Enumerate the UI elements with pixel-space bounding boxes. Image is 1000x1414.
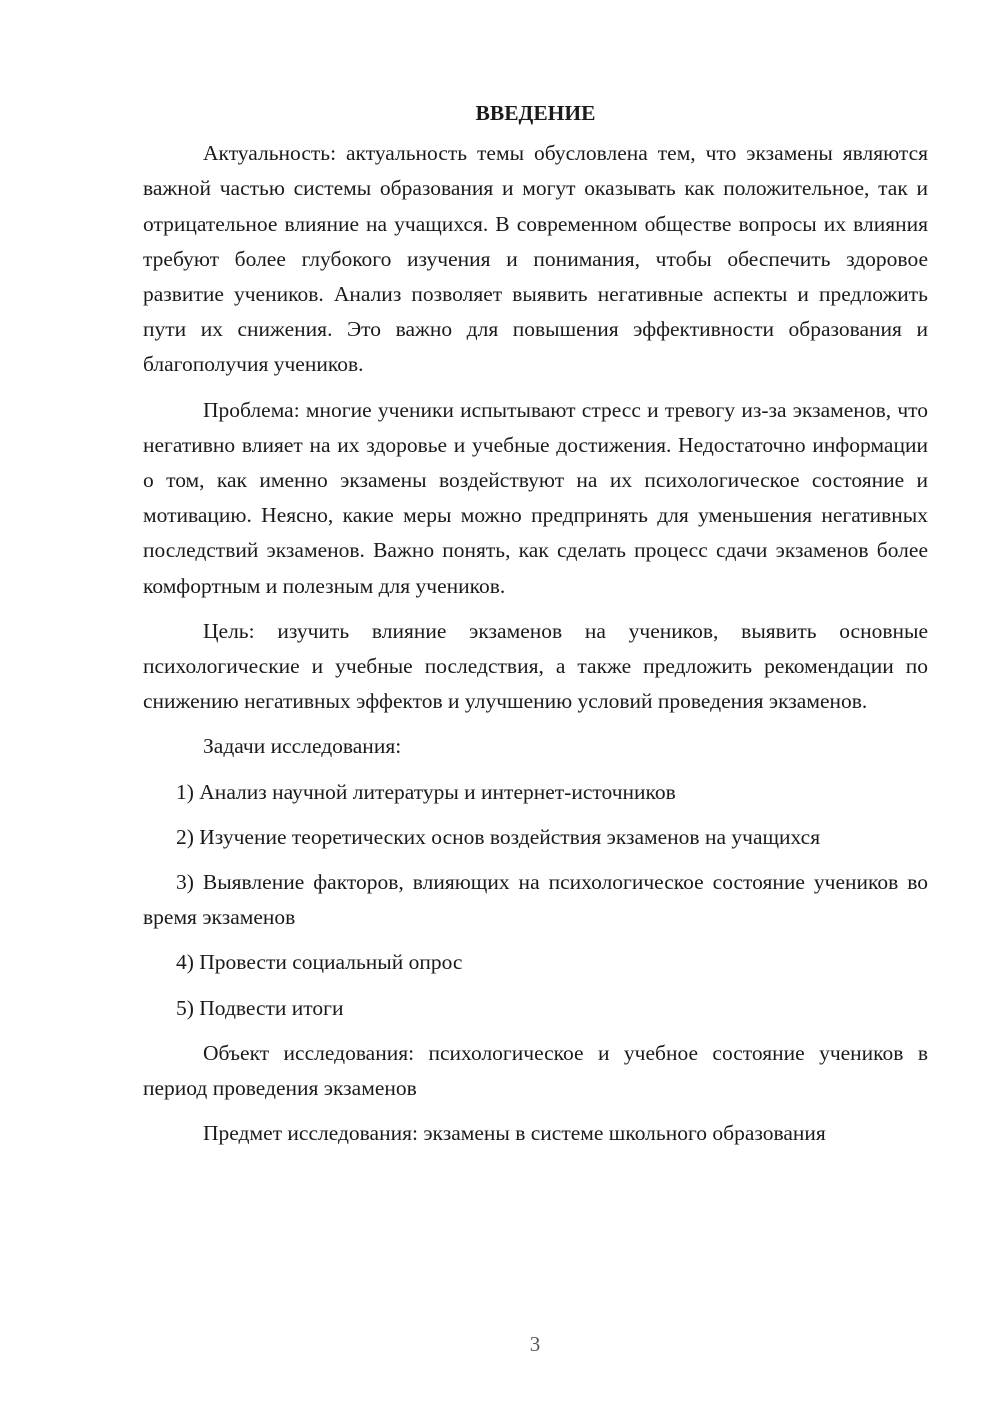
page-title: ВВЕДЕНИЕ	[475, 101, 596, 125]
page-number: 3	[529, 1332, 541, 1356]
task-item-5: 5) Подвести итоги	[176, 995, 344, 1020]
tasks-heading: Задачи исследования:	[203, 734, 402, 759]
task-item-3: 3) Выявление факторов, влияющих на психологическое состояние учеников во время экзаменов	[143, 870, 928, 930]
paragraph-goal: Цель: изучить влияние экзаменов на учеников, выявить основные психологические и учебные последствия, а также предложить рекомендации по снижению негативных эффектов и улучшению условий проведения экзаменов.	[143, 618, 928, 714]
paragraph-object: Объект исследования: психологическое и учебное состояние учеников в период проведения экзаменов	[143, 1040, 928, 1101]
task-item-1: 1) Анализ научной литературы и интернет-источников	[176, 779, 676, 804]
task-item-4: 4) Провести социальный опрос	[176, 950, 463, 975]
document-page	[143, 96, 928, 1161]
paragraph-relevance: Актуальность: актуальность темы обусловлена тем, что экзамены являются важной частью системы образования и могут оказывать как положительное, так и отрицательное влияние на учащихся. В современном обществе вопросы их влияния требуют более глубокого изучения и понимания, чтобы обеспечить здоровое развитие учеников. Анализ позволяет выявить негативные аспекты и предложить пути их снижения. Это важно для повышения эффективности образования и благополучия учеников.	[143, 141, 928, 377]
paragraph-subject: Предмет исследования: экзамены в системе школьного образования	[203, 1121, 826, 1146]
paragraph-problem: Проблема: многие ученики испытывают стресс и тревогу из-за экзаменов, что негативно влияет на их здоровье и учебные достижения. Недостаточно информации о том, как именно экзамены воздействуют на их психологическое состояние и мотивацию. Неясно, какие меры можно предпринять для уменьшения негативных последствий экзаменов. Важно понять, как сделать процесс сдачи экзаменов более комфортным и полезным для учеников.	[143, 397, 928, 598]
task-item-2: 2) Изучение теоретических основ воздействия экзаменов на учащихся	[176, 824, 821, 849]
